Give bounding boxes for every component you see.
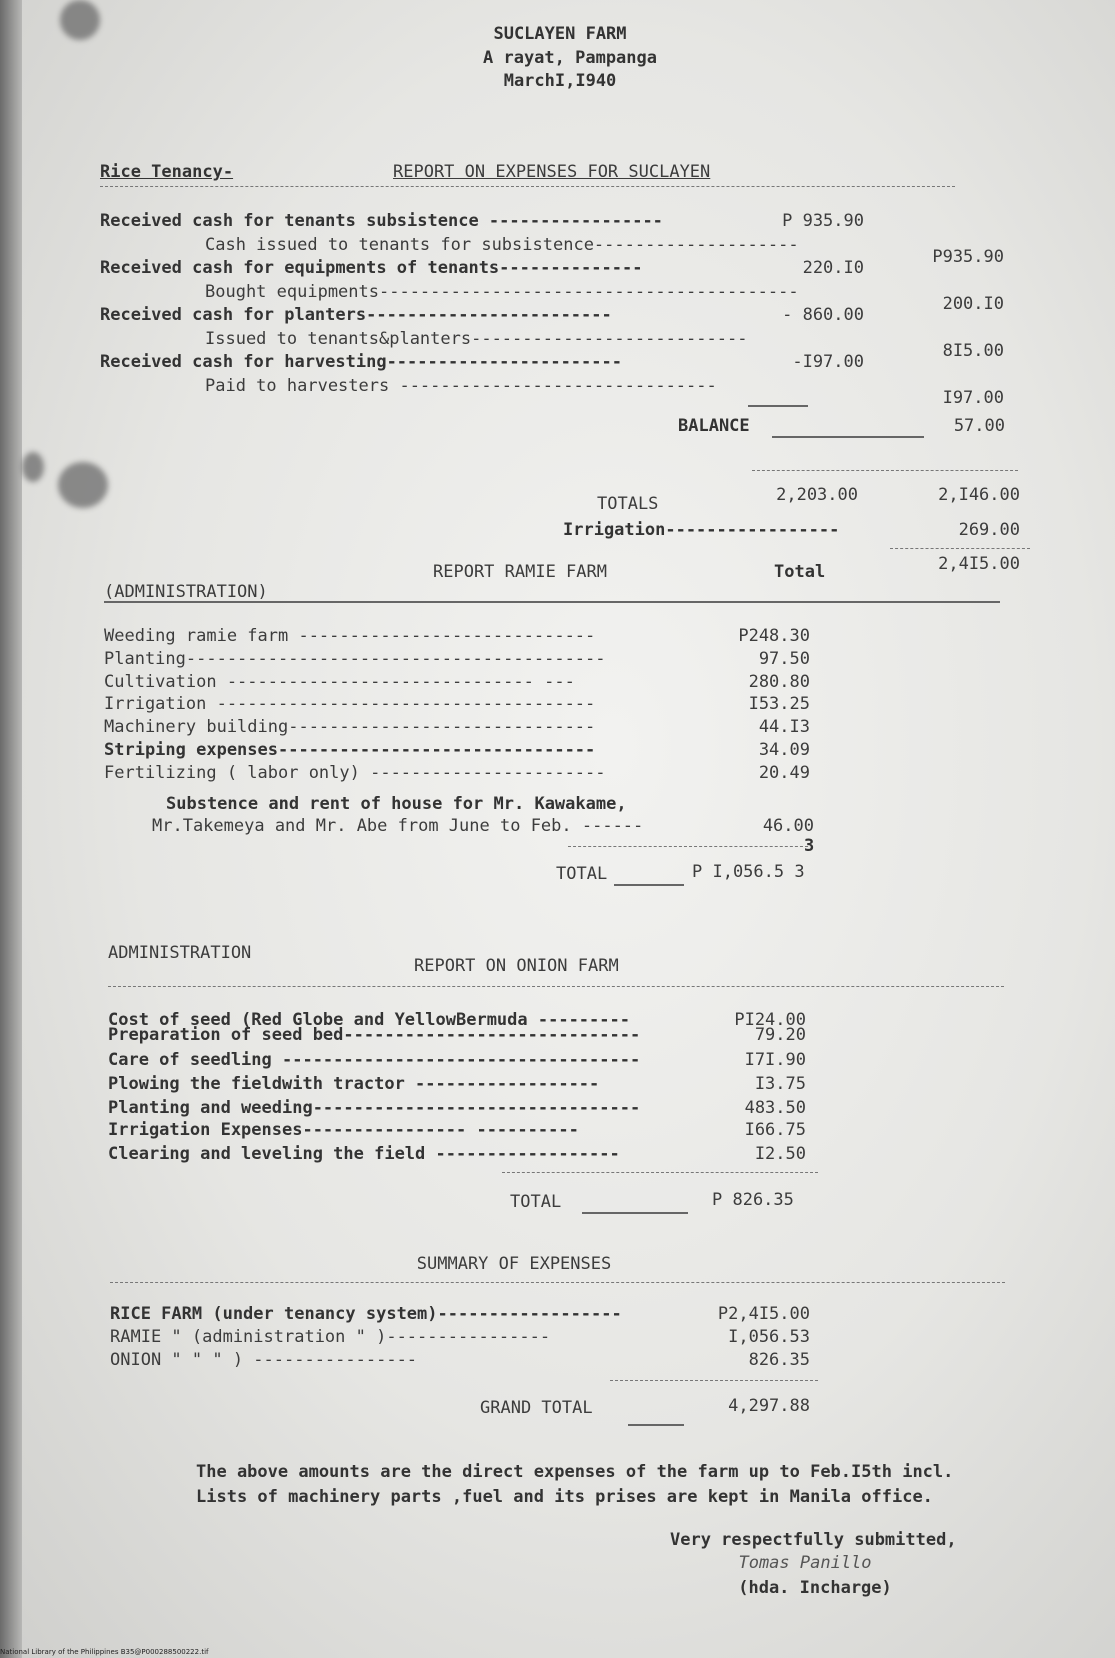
summary-line-label: ONION " " " ) ----------------	[110, 1350, 418, 1370]
rice-section-title: REPORT ON EXPENSES FOR SUCLAYEN	[393, 162, 711, 182]
onion-line-label: Clearing and leveling the field ------------------	[108, 1144, 620, 1164]
summary-line-amount: I,056.53	[728, 1327, 810, 1347]
ramie-line-amount: I53.25	[748, 694, 810, 714]
note-line-1: The above amounts are the direct expenses of the farm up to Feb.I5th incl.	[196, 1462, 954, 1482]
rice-line-label: Issued to tenants&planters---------------------------	[205, 329, 748, 349]
balance-value: 57.00	[953, 416, 1005, 436]
farm-location: A rayat, Pampanga	[483, 48, 657, 68]
onion-line-label: Irrigation Expenses---------------- ----------	[108, 1120, 579, 1140]
rice-line-spent-amount: I97.00	[942, 388, 1004, 408]
scan-left-edge	[0, 0, 22, 1658]
rice-line-received-amount: 220.I0	[802, 258, 864, 278]
onion-header-rule	[108, 986, 1004, 987]
onion-line-amount: PI24.00	[734, 1010, 806, 1030]
summary-line-amount: 826.35	[748, 1350, 810, 1370]
ramie-line-amount: 280.80	[748, 672, 810, 692]
ramie-header-rule	[104, 601, 1000, 603]
onion-line-label: Preparation of seed bed-----------------------------	[108, 1025, 641, 1045]
ramie-line-label: Irrigation -------------------------------------	[104, 694, 596, 714]
summary-total-rule	[610, 1380, 818, 1381]
onion-line-amount: 483.50	[744, 1098, 806, 1118]
signature-role: (hda. Incharge)	[738, 1578, 892, 1598]
grand-total-value: 4,297.88	[728, 1396, 810, 1416]
ramie-dash-mark: 3	[804, 836, 815, 856]
rice-line-received-amount: - 860.00	[782, 305, 864, 325]
totals-mid-value: 2,203.00	[776, 485, 858, 505]
ramie-line-label: Weeding ramie farm -----------------------------	[104, 626, 596, 646]
onion-section-label: ADMINISTRATION	[108, 943, 252, 963]
rice-line-label: Received cash for planters------------------------	[100, 305, 612, 325]
signature-name: Tomas Panillo	[738, 1553, 872, 1573]
onion-total-rule	[502, 1172, 818, 1173]
ramie-line-amount: 34.09	[758, 740, 810, 760]
onion-line-label: Cost of seed (Red Globe and YellowBermuda ---------	[108, 1010, 630, 1030]
onion-line-amount: I2.50	[754, 1144, 806, 1164]
rice-line-label: Bought equipments-----------------------------------------	[205, 282, 799, 302]
rice-line-spent-amount: 8I5.00	[942, 341, 1004, 361]
grand-total-label: GRAND TOTAL	[480, 1398, 593, 1418]
ramie-total-blank	[614, 884, 684, 886]
rice-line-spent-amount: 200.I0	[942, 294, 1004, 314]
rice-grand-rule	[890, 548, 1030, 549]
onion-line-label: Planting and weeding--------------------------------	[108, 1098, 641, 1118]
rice-line-label: Received cash for harvesting-----------------------	[100, 352, 622, 372]
onion-total-blank	[582, 1212, 688, 1214]
rice-line-spent-amount: P935.90	[932, 247, 1004, 267]
grand-total-blank	[628, 1424, 684, 1426]
rice-line-received-amount: P 935.90	[782, 211, 864, 231]
ramie-total-rule	[568, 846, 808, 847]
ink-stain	[22, 452, 44, 482]
totals-right-value: 2,I46.00	[938, 485, 1020, 505]
farm-name: SUCLAYEN FARM	[493, 24, 627, 44]
ramie-line-label: Cultivation ------------------------------ ---	[104, 672, 575, 692]
onion-total-value: P 826.35	[712, 1190, 794, 1210]
rice-subtotal-rule	[748, 405, 808, 407]
ramie-line-amount: 44.I3	[758, 717, 810, 737]
rice-header-rule	[100, 186, 955, 187]
ramie-section-label: (ADMINISTRATION)	[104, 582, 268, 602]
balance-blank-line	[772, 436, 924, 438]
onion-line-amount: 79.20	[754, 1025, 806, 1045]
irrigation-value: 269.00	[958, 520, 1020, 540]
ramie-substence-line2: Mr.Takemeya and Mr. Abe from June to Feb. ------	[152, 816, 644, 836]
totals-label: TOTALS	[597, 494, 659, 514]
onion-line-amount: I7I.90	[744, 1050, 806, 1070]
ramie-line-label: Striping expenses-------------------------------	[104, 740, 596, 760]
onion-line-label: Care of seedling -----------------------------------	[108, 1050, 641, 1070]
summary-line-label: RICE FARM (under tenancy system)------------------	[110, 1304, 622, 1324]
totals-rule	[752, 470, 1018, 471]
summary-header-rule	[110, 1282, 1005, 1283]
ramie-line-label: Fertilizing ( labor only) -----------------------	[104, 763, 606, 783]
archive-footer: National Library of the Philippines B35@P000288500222.tif	[0, 1648, 209, 1656]
closing-line: Very respectfully submitted,	[670, 1530, 957, 1550]
rice-line-label: Received cash for tenants subsistence -----------------	[100, 211, 663, 231]
onion-total-label: TOTAL	[510, 1192, 562, 1212]
rice-grand-value: 2,4I5.00	[938, 554, 1020, 574]
rice-line-label: Cash issued to tenants for subsistence--------------------	[205, 235, 799, 255]
ramie-line-amount: 97.50	[758, 649, 810, 669]
rice-line-received-amount: -I97.00	[792, 352, 864, 372]
ramie-line-label: Machinery building------------------------------	[104, 717, 596, 737]
report-date: MarchI,I940	[503, 71, 617, 91]
ink-stain	[60, 0, 100, 40]
rice-line-label: Received cash for equipments of tenants--------------	[100, 258, 643, 278]
rice-line-label: Paid to harvesters -------------------------------	[205, 376, 717, 396]
onion-line-label: Plowing the fieldwith tractor ------------------	[108, 1074, 600, 1094]
summary-line-amount: P2,4I5.00	[717, 1304, 810, 1324]
ink-stain	[58, 462, 108, 508]
note-line-2: Lists of machinery parts ,fuel and its prises are kept in Manila office.	[196, 1487, 933, 1507]
ramie-total-label: TOTAL	[556, 864, 608, 884]
ramie-line-amount: P248.30	[738, 626, 810, 646]
summary-title: SUMMARY OF EXPENSES	[416, 1254, 612, 1274]
ramie-substence-line1: Substence and rent of house for Mr. Kawakame,	[166, 794, 627, 814]
ramie-line-label: Planting-----------------------------------------	[104, 649, 606, 669]
ramie-section-title: REPORT RAMIE FARM	[433, 562, 607, 582]
onion-line-amount: I66.75	[744, 1120, 806, 1140]
onion-section-title: REPORT ON ONION FARM	[414, 956, 619, 976]
irrigation-label: Irrigation-----------------	[563, 520, 840, 540]
ramie-total-value: P I,056.5 3	[692, 862, 805, 882]
ramie-total-header: Total	[774, 562, 826, 582]
summary-line-label: RAMIE " (administration " )----------------	[110, 1327, 551, 1347]
onion-line-amount: I3.75	[754, 1074, 806, 1094]
ramie-line-amount: 20.49	[758, 763, 810, 783]
rice-section-label: Rice Tenancy-	[100, 162, 234, 182]
balance-label: BALANCE	[678, 416, 750, 436]
ramie-substence-value: 46.00	[762, 816, 814, 836]
